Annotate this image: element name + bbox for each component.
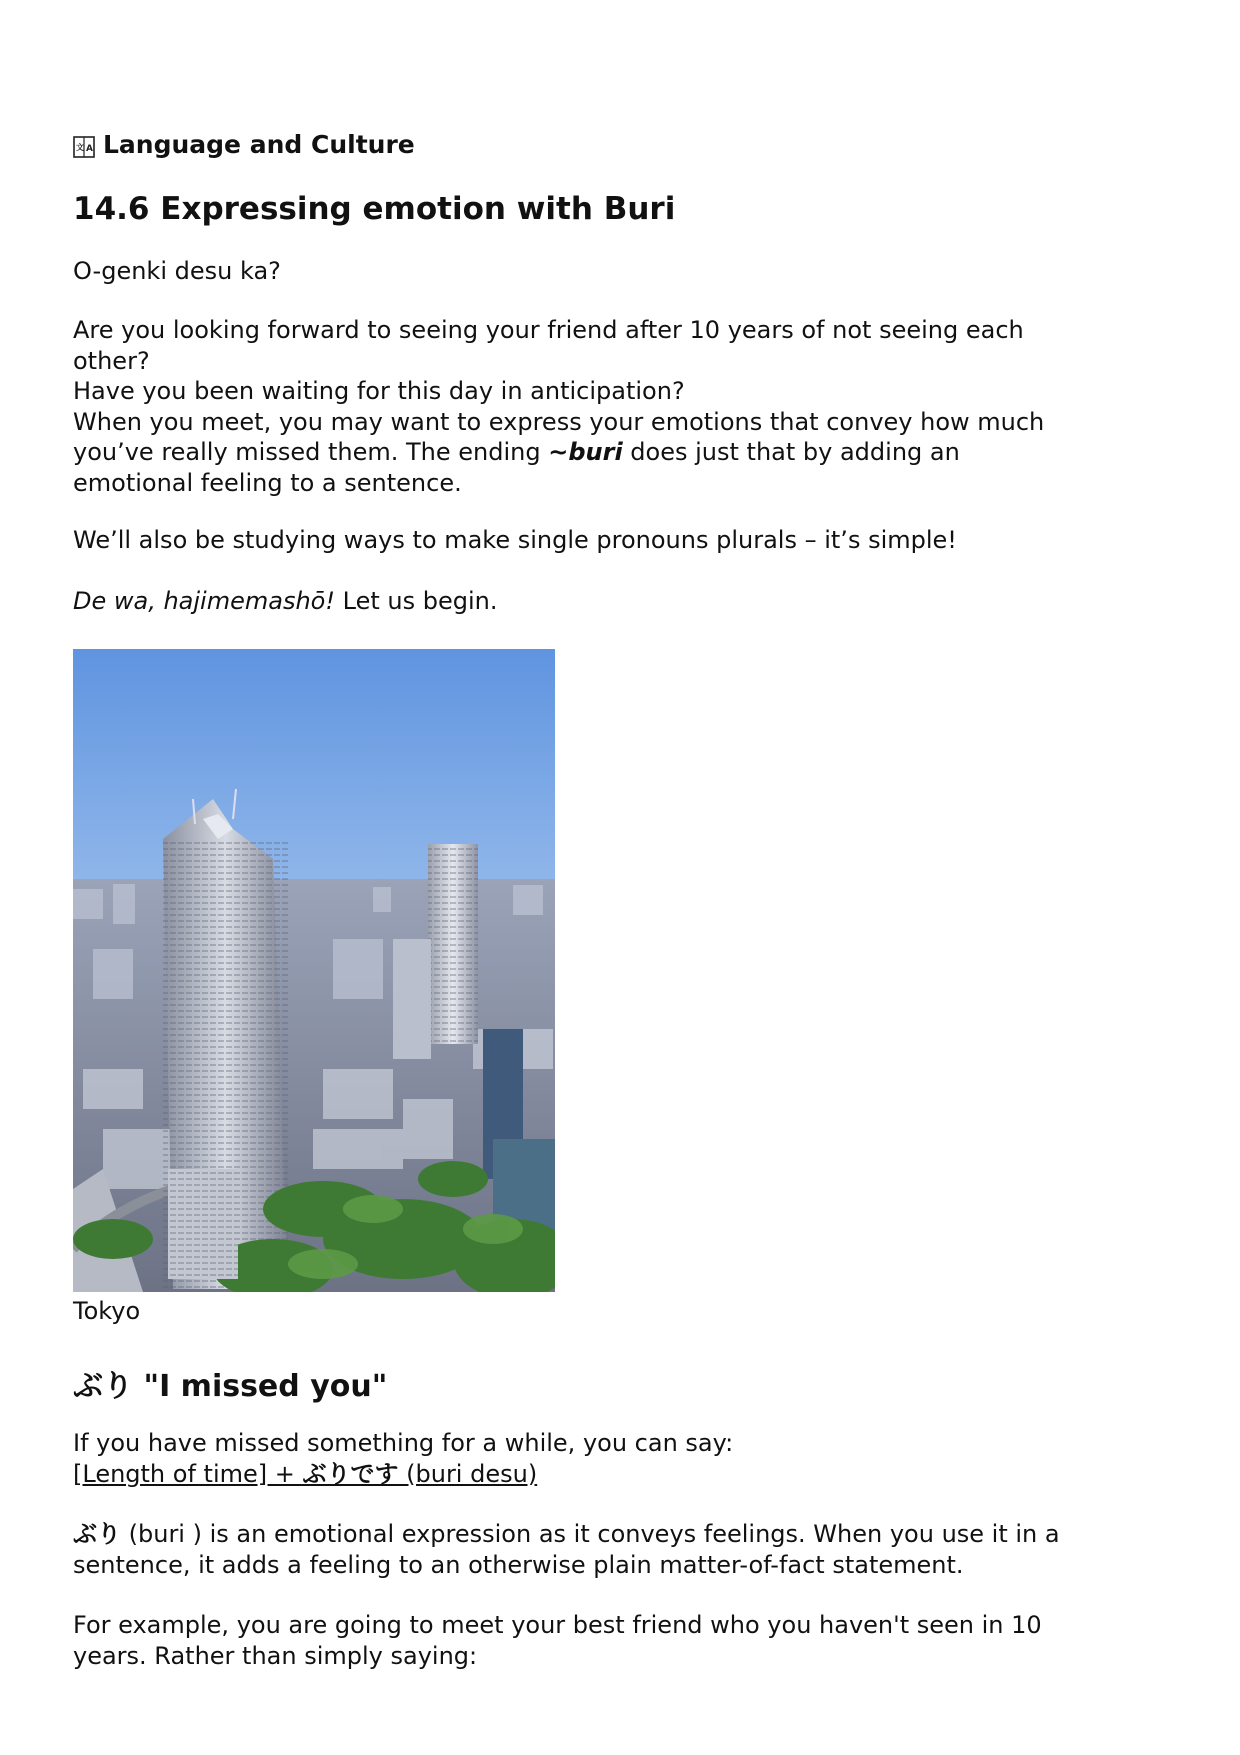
pronoun-note: We’ll also be studying ways to make single pronouns plurals – it’s simple! — [73, 526, 957, 554]
explanation-line: sentence, it adds a feeling to an otherwise plain matter-of-fact statement. — [73, 1550, 964, 1579]
svg-text:文: 文 — [76, 143, 84, 152]
formula-pre: [Length of time] + — [73, 1459, 303, 1488]
explanation-line — [73, 1519, 1173, 1550]
buri-kana: ぶり — [73, 1520, 121, 1548]
intro-line: When you meet, you may want to express your emotions that convey how much — [73, 407, 1045, 436]
photo-caption: Tokyo — [73, 1297, 141, 1325]
svg-text:A: A — [86, 144, 93, 154]
section-label — [73, 128, 415, 162]
intro-paragraph — [73, 315, 1173, 498]
example-paragraph — [73, 1610, 1173, 1671]
buri-emphasis: ~buri — [548, 438, 623, 466]
intro-line — [73, 437, 1173, 468]
heading-text: "I missed you" — [133, 1369, 388, 1404]
formula-line — [73, 1459, 1173, 1490]
intro-text: you’ve really missed them. The ending — [73, 438, 549, 466]
heading-kana: ぶり — [73, 1369, 133, 1404]
section-label-text: Language and Culture — [103, 130, 415, 159]
usage-paragraph — [73, 1428, 1173, 1489]
formula-kana: ぶりです — [302, 1459, 399, 1488]
tokyo-photo — [73, 649, 555, 1292]
intro-line: emotional feeling to a sentence. — [73, 468, 462, 497]
explanation-text: (buri ) is an emotional expression as it conveys feelings. When you use it in a — [121, 1520, 1060, 1548]
formula-post: (buri desu) — [398, 1459, 538, 1488]
begin-line — [73, 586, 1173, 617]
begin-japanese: De wa, hajimemashō! — [73, 587, 335, 615]
page-title: 14.6 Expressing emotion with Buri — [73, 191, 676, 227]
translate-book-icon — [73, 134, 95, 156]
example-line: years. Rather than simply saying: — [73, 1641, 478, 1670]
intro-line: Are you looking forward to seeing your friend after 10 years of not seeing each — [73, 316, 1024, 344]
greeting-text: O-genki desu ka? — [73, 257, 281, 285]
usage-line: If you have missed something for a while, you can say: — [73, 1429, 734, 1457]
explanation-paragraph — [73, 1519, 1173, 1580]
begin-english: Let us begin. — [334, 587, 498, 615]
intro-line: other? — [73, 346, 150, 375]
intro-text: does just that by adding an — [622, 438, 960, 466]
example-line: For example, you are going to meet your best friend who you haven't seen in 10 — [73, 1611, 1042, 1639]
subsection-heading — [73, 1361, 387, 1405]
intro-line: Have you been waiting for this day in anticipation? — [73, 377, 685, 405]
